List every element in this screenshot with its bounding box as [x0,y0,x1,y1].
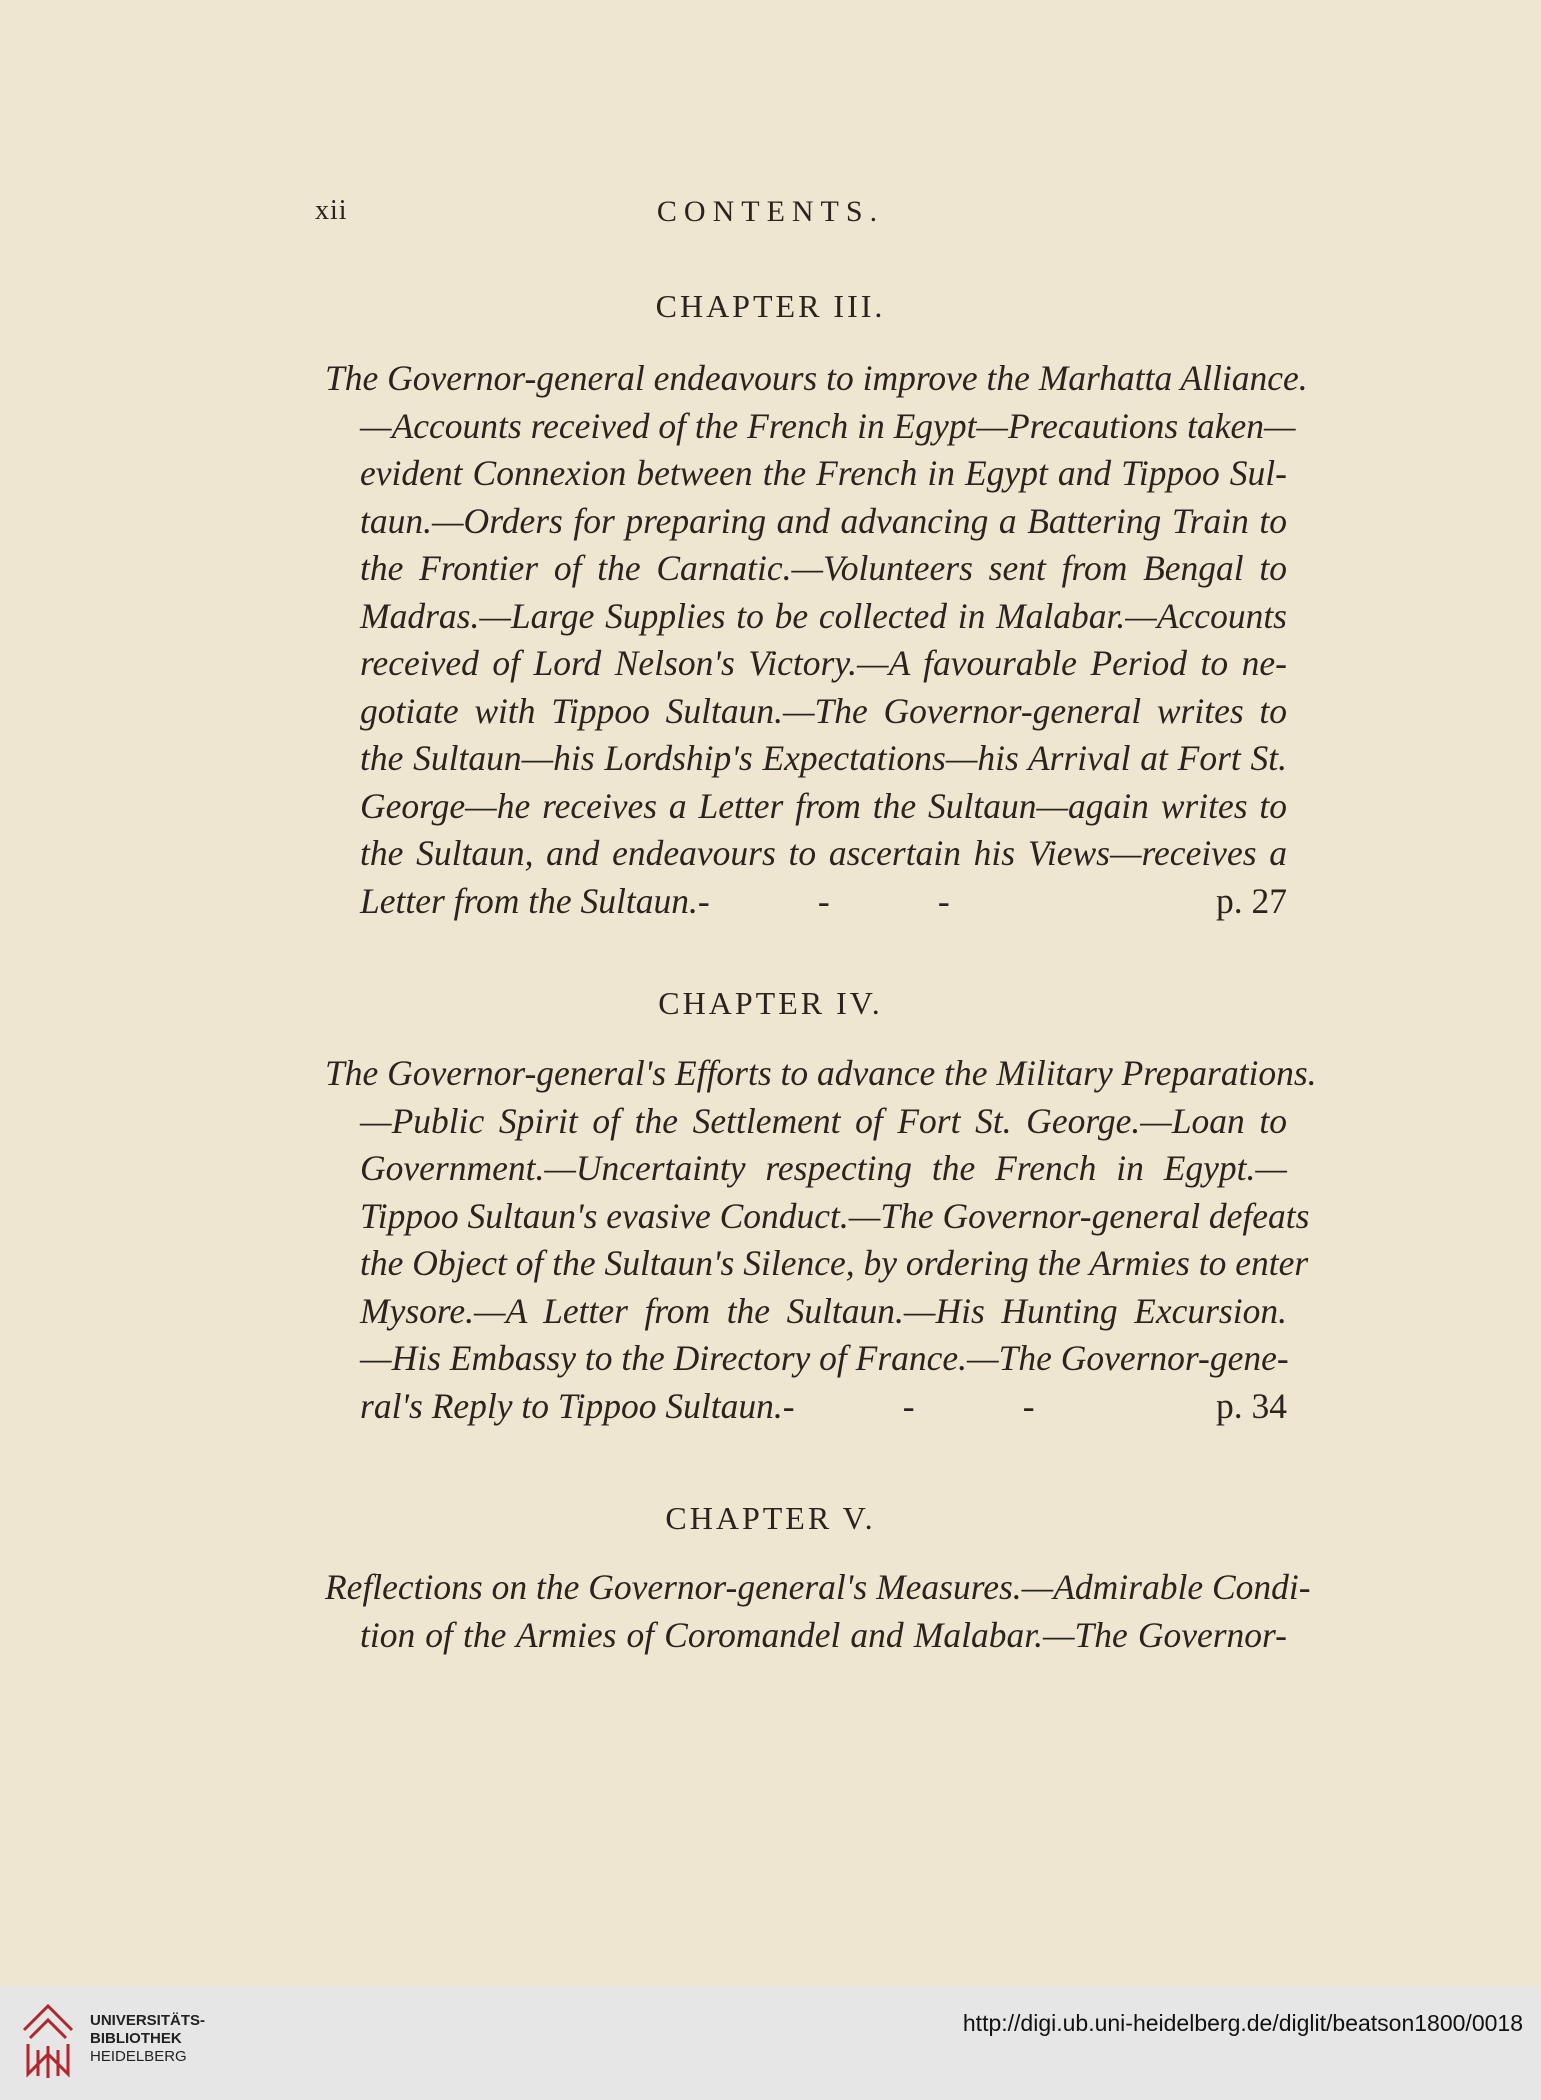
summary-line: received of Lord Nelson's Victory.—A favourable Period to ne- [360,643,1287,683]
summary-line: the Object of the Sultaun's Silence, by ordering the Armies to enter [360,1243,1309,1283]
library-logo-icon [18,2000,80,2080]
page-reference: p. 34 [1216,1385,1287,1426]
library-name-line: HEIDELBERG [90,2048,187,2065]
chapter-heading: CHAPTER V. [665,1500,876,1536]
summary-last-line [360,878,1287,926]
summary-line: the Sultaun—his Lordship's Expectations—his Arrival at Fort St. [360,738,1287,778]
chapter-summary [325,1564,1311,1659]
summary-line: —Accounts received of the French in Egypt—Precautions taken— [360,405,1296,446]
summary-line: Letter from the Sultaun. [360,880,698,921]
page-title: CONTENTS. [656,195,885,228]
summary-line: —His Embassy to the Directory of France.—The Governor-gene- [360,1338,1289,1378]
library-name-line: UNIVERSITÄTS- [90,2012,206,2029]
leader-dashes: - - - [697,880,950,921]
summary-line: George—he receives a Letter from the Sultaun—again writes to [360,785,1287,826]
summary-line: The Governor-general's Efforts to advance the Military Preparations. [325,1053,1317,1093]
summary-line: the Sultaun, and endeavours to ascertain his Views—receives a [360,833,1287,873]
summary-line: gotiate with Tippoo Sultaun.—The Governor-general writes to [360,690,1287,731]
summary-line: the Frontier of the Carnatic.—Volunteers sent from Bengal to [360,548,1287,588]
library-footer [0,1986,1541,2100]
leader-dashes: - - - [782,1385,1035,1426]
summary-line: tion of the Armies of Coromandel and Malabar.—The Governor- [360,1614,1287,1655]
chapter-summary [325,1050,1317,1430]
summary-line: evident Connexion between the French in Egypt and Tippoo Sul- [360,453,1287,493]
running-head [0,195,1541,235]
summary-line: The Governor-general endeavours to improve the Marhatta Alliance. [325,358,1308,398]
library-name-line: BIBLIOTHEK [90,2030,182,2047]
chapter-heading: CHAPTER III. [655,288,886,324]
summary-line: Reflections on the Governor-general's Measures.—Admirable Condi- [325,1567,1311,1607]
permalink-url[interactable]: http://digi.ub.uni-heidelberg.de/diglit/beatson1800/0018 [962,2010,1523,2036]
library-name [90,2012,205,2066]
summary-line: Mysore.—A Letter from the Sultaun.—His Hunting Excursion. [360,1290,1287,1331]
summary-line: Madras.—Large Supplies to be collected in Malabar.—Accounts [360,595,1287,636]
summary-line: —Public Spirit of the Settlement of Fort St. George.—Loan to [360,1100,1287,1141]
summary-last-line [360,1383,1287,1431]
summary-line: Tippoo Sultaun's evasive Conduct.—The Governor-general defeats [360,1195,1310,1236]
chapter-heading: CHAPTER IV. [658,985,883,1021]
chapter-summary [325,355,1308,925]
summary-line: ral's Reply to Tippoo Sultaun. [360,1385,783,1426]
page-folio: xii [315,195,348,226]
summary-line: taun.—Orders for preparing and advancing a Battering Train to [360,500,1287,541]
page-reference: p. 27 [1216,880,1287,921]
summary-line: Government.—Uncertainty respecting the French in Egypt.— [360,1148,1287,1188]
